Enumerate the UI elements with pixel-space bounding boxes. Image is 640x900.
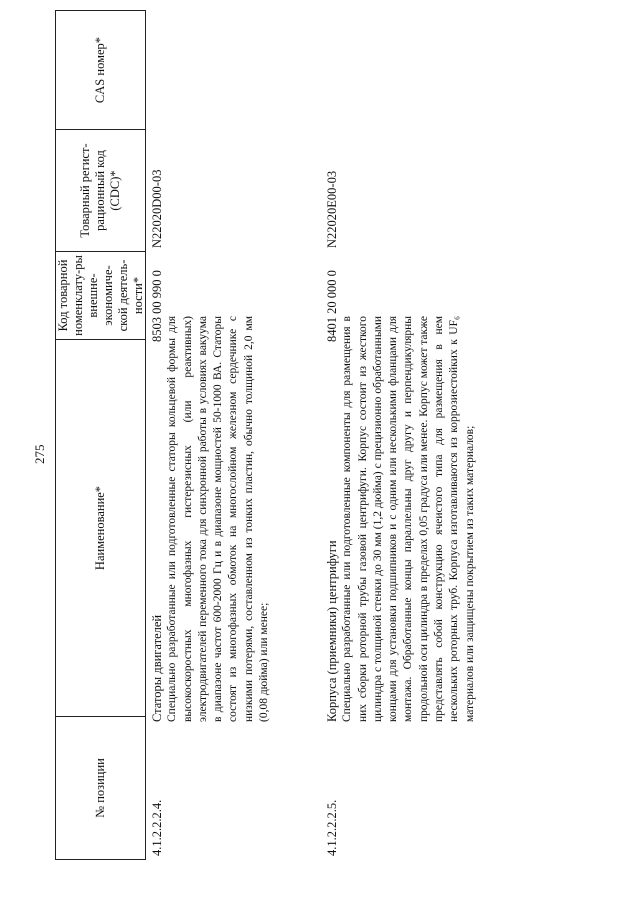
row-cdc: N22020D00-03	[150, 169, 164, 248]
row-tn-ved: 8503 00 990 0	[150, 270, 164, 342]
header-name: Наименование*	[93, 485, 107, 571]
row-cdc: N22020E00-03	[325, 170, 339, 248]
row-title: Статоры двигателей	[150, 614, 164, 722]
row-tn-ved: 8401 20 000 0	[325, 270, 339, 342]
header-position: № позиции	[93, 758, 107, 818]
table-header-border	[145, 10, 146, 860]
row-description	[325, 316, 478, 722]
header-cas: CAS номер*	[93, 36, 107, 104]
row-description	[150, 316, 272, 722]
header-cdc: Товарный регист-рационный код (CDC)*	[78, 143, 122, 238]
row-position: 4.1.2.2.2.4.	[150, 799, 164, 856]
col-border	[55, 859, 146, 860]
row-title: Корпуса (приемники) центрифуги	[325, 540, 339, 722]
row-position: 4.1.2.2.2.5.	[325, 799, 339, 856]
page-number: 275	[32, 444, 47, 464]
row-text: Специально разработанные или подготовленные компоненты для размещения в них сборки роторной трубы газовой центрифуги. Корпус состоит из жесткого цилиндра с толщиной стенки до 30 мм (1,2 дюйма) с прецизионно обработанными концами для установки подшипников и с одним или несколькими фланцами для монтажа. Обработанные концы параллельны друг другу и перпендикулярны продольной оси цилиндра в пределах 0,05 градуса или менее. Корпус может также представлять собой конструкцию ячеистого типа для размещения в нем нескольких роторных труб. Корпуса изготавливаются из коррозиестойких к UF₆ материалов или защищены покрытием из таких материалов;	[341, 316, 476, 722]
row-text: Специально разработанные или подготовленные статоры кольцевой формы для высокоскоростных многофазных гистерезисных (или реактивных) электродвигателей переменного тока для синхронной работы в условиях вакуума в диапазоне частот 600-2000 Гц и в диапазоне мощностей 50-1000 ВА. Статоры состоят из многофазных обмоток на многослойном железном сердечнике с низкими потерями, составленном из тонких пластин, обычно толщиной 2,0 мм (0,08 дюйма) или менее;	[166, 316, 271, 722]
header-tn-ved: Код товарной номенклату-ры внешне-экономиче-ской деятель-ности*	[55, 255, 145, 336]
